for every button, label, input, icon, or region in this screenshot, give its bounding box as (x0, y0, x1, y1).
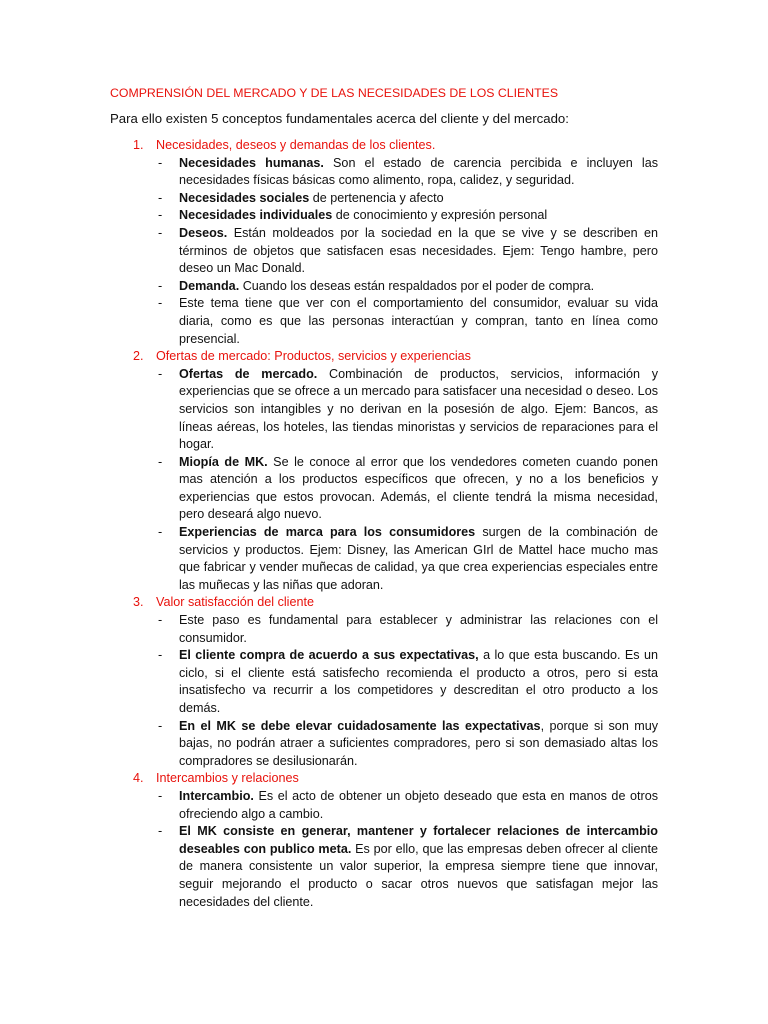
list-item (158, 524, 658, 594)
list-item (158, 207, 658, 225)
list-item-text (179, 647, 658, 717)
item-description: Cuando los deseas están respaldados por el poder de compra. (239, 278, 595, 293)
bullet-dash: - (158, 296, 163, 311)
section-heading (133, 137, 658, 155)
list-item-text (179, 225, 658, 278)
bullet-dash: - (158, 278, 163, 293)
list-item-text (179, 788, 658, 823)
list-item (158, 278, 658, 296)
item-description: Se le conoce al error que los vendedores cometen cuando ponen mas atención a los productos específicos que ofrecen, y no a los beneficios y experiencias que estos provocan. Además, el cliente tendrá la misma necesidad, pero deseará algo nuevo. (179, 454, 658, 522)
section-number: 1. (133, 138, 144, 152)
bold-term: Necesidades sociales (179, 190, 310, 205)
item-description: de pertenencia y afecto (309, 190, 444, 205)
item-description: Este paso es fundamental para establecer y administrar las relaciones con el consumidor. (179, 613, 658, 645)
item-description: a lo que esta buscando. Es un ciclo, si el cliente está satisfecho recomienda el producto a otros, pero si esta insatisfecho va recurrir a los competidores y descreditan el otro producto a los demás. (179, 648, 658, 715)
list-item-text (179, 278, 658, 296)
bullet-dash: - (158, 824, 163, 839)
bold-term: Deseos. (179, 225, 228, 240)
item-description: Es el acto de obtener un objeto deseado que esta en manos de otros ofreciendo algo a cambio. (179, 788, 658, 821)
section-heading-text: Necesidades, deseos y demandas de los clientes. (156, 138, 436, 152)
list-item (158, 718, 658, 771)
list-item-text (179, 155, 658, 190)
section-heading (133, 348, 658, 366)
bold-term: El cliente compra de acuerdo a sus expectativas, (179, 648, 479, 663)
bullet-dash: - (158, 225, 163, 240)
list-item-text (179, 207, 658, 225)
item-description: Este tema tiene que ver con el comportamiento del consumidor, evaluar su vida diaria, como es que las personas interactúan y compran, tanto en línea como presencial. (179, 296, 658, 346)
bullet-dash: - (158, 613, 163, 628)
bullet-dash: - (158, 366, 163, 381)
bullet-dash: - (158, 454, 163, 469)
list-item-text (179, 454, 658, 524)
item-description: de conocimiento y expresión personal (332, 208, 548, 223)
bold-term: En el MK se debe elevar cuidadosamente las expectativas (179, 718, 541, 733)
list-item (158, 225, 658, 278)
bold-term: Necesidades humanas. (179, 155, 324, 170)
section-number: 2. (133, 349, 144, 364)
item-description: Es por ello, que las empresas deben ofrecer al cliente de manera consistente un valor superior, la empresa siempre tiene que innovar, seguir mejorando el producto o sacar otros nuevos que satisfagan mejor las necesidades del cliente. (179, 841, 658, 909)
bold-term: Ofertas de mercado. (179, 366, 318, 381)
bullet-dash: - (158, 190, 163, 205)
bullet-dash: - (158, 718, 163, 733)
bold-term: Necesidades individuales (179, 208, 333, 223)
bullet-list (110, 155, 658, 349)
item-description: Combinación de productos, servicios, información y experiencias que se ofrece a un mercado para satisfacer una necesidad o deseo. Los servicios son intangibles y no derivan en la posesión de algo. Ejem: Bancos, as líneas aéreas, los hoteles, las tiendas minoristas y servicios de reparaciones para el hogar. (179, 366, 658, 452)
list-item-text (179, 524, 658, 594)
bold-term: Miopía de MK. (179, 454, 268, 469)
list-item (158, 647, 658, 717)
sections-container (110, 137, 658, 911)
list-item (158, 788, 658, 823)
section-heading-text: Valor satisfacción del cliente (156, 595, 314, 610)
list-item-text (179, 823, 658, 911)
section-number: 3. (133, 595, 144, 610)
list-item (158, 155, 658, 190)
list-item (158, 823, 658, 911)
bold-term: El MK consiste en generar, mantener y fortalecer relaciones de intercambio deseables con publico meta. (179, 824, 658, 856)
bold-term: Experiencias de marca para los consumidores (179, 525, 476, 540)
document-title: COMPRENSIÓN DEL MERCADO Y DE LAS NECESIDADES DE LOS CLIENTES (110, 86, 559, 100)
bullet-dash: - (158, 648, 163, 663)
section-heading (133, 594, 658, 612)
list-item (158, 612, 658, 647)
item-description: Están moldeados por la sociedad en la que se vive y se describen en términos de objetos que satisfacen esas necesidades. Ejem: Tengo hambre, pero deseo un Mac Donald. (179, 225, 658, 276)
list-item-text (179, 190, 658, 208)
list-item-text (179, 295, 658, 348)
bullet-list (110, 366, 658, 595)
intro-paragraph: Para ello existen 5 conceptos fundamentales acerca del cliente y del mercado: (110, 111, 569, 126)
bullet-dash: - (158, 525, 163, 540)
item-description: surgen de la combinación de servicios y productos. Ejem: Disney, las American GIrl de Mattel hace mucho mas que fabricar y vender muñecas de calidad, ya que crea experiencias especiales entre las muñecas y las niñas que adoran. (179, 525, 659, 592)
bold-term: Demanda. (179, 278, 240, 293)
list-item (158, 366, 658, 454)
bullet-list (110, 612, 658, 770)
bullet-dash: - (158, 208, 163, 223)
bold-term: Intercambio. (179, 788, 254, 803)
section-heading-text: Intercambios y relaciones (156, 771, 299, 786)
list-item (158, 190, 658, 208)
section-number: 4. (133, 771, 144, 786)
list-item-text (179, 718, 658, 771)
section-heading (133, 770, 658, 788)
list-item (158, 295, 658, 348)
section-heading-text: Ofertas de mercado: Productos, servicios y experiencias (156, 349, 471, 364)
list-item-text (179, 366, 658, 454)
list-item-text (179, 612, 658, 647)
item-description: Son el estado de carencia percibida e incluyen las necesidades físicas básicas como alimento, ropa, calidez, y seguridad. (179, 155, 659, 188)
bullet-dash: - (158, 155, 163, 170)
item-description: , porque si son muy bajas, no podrán atraer a suficientes compradores, pero si son demasiado altas los compradores se desilusionarán. (179, 718, 658, 768)
bullet-list (110, 788, 658, 911)
bullet-dash: - (158, 788, 163, 803)
list-item (158, 454, 658, 524)
